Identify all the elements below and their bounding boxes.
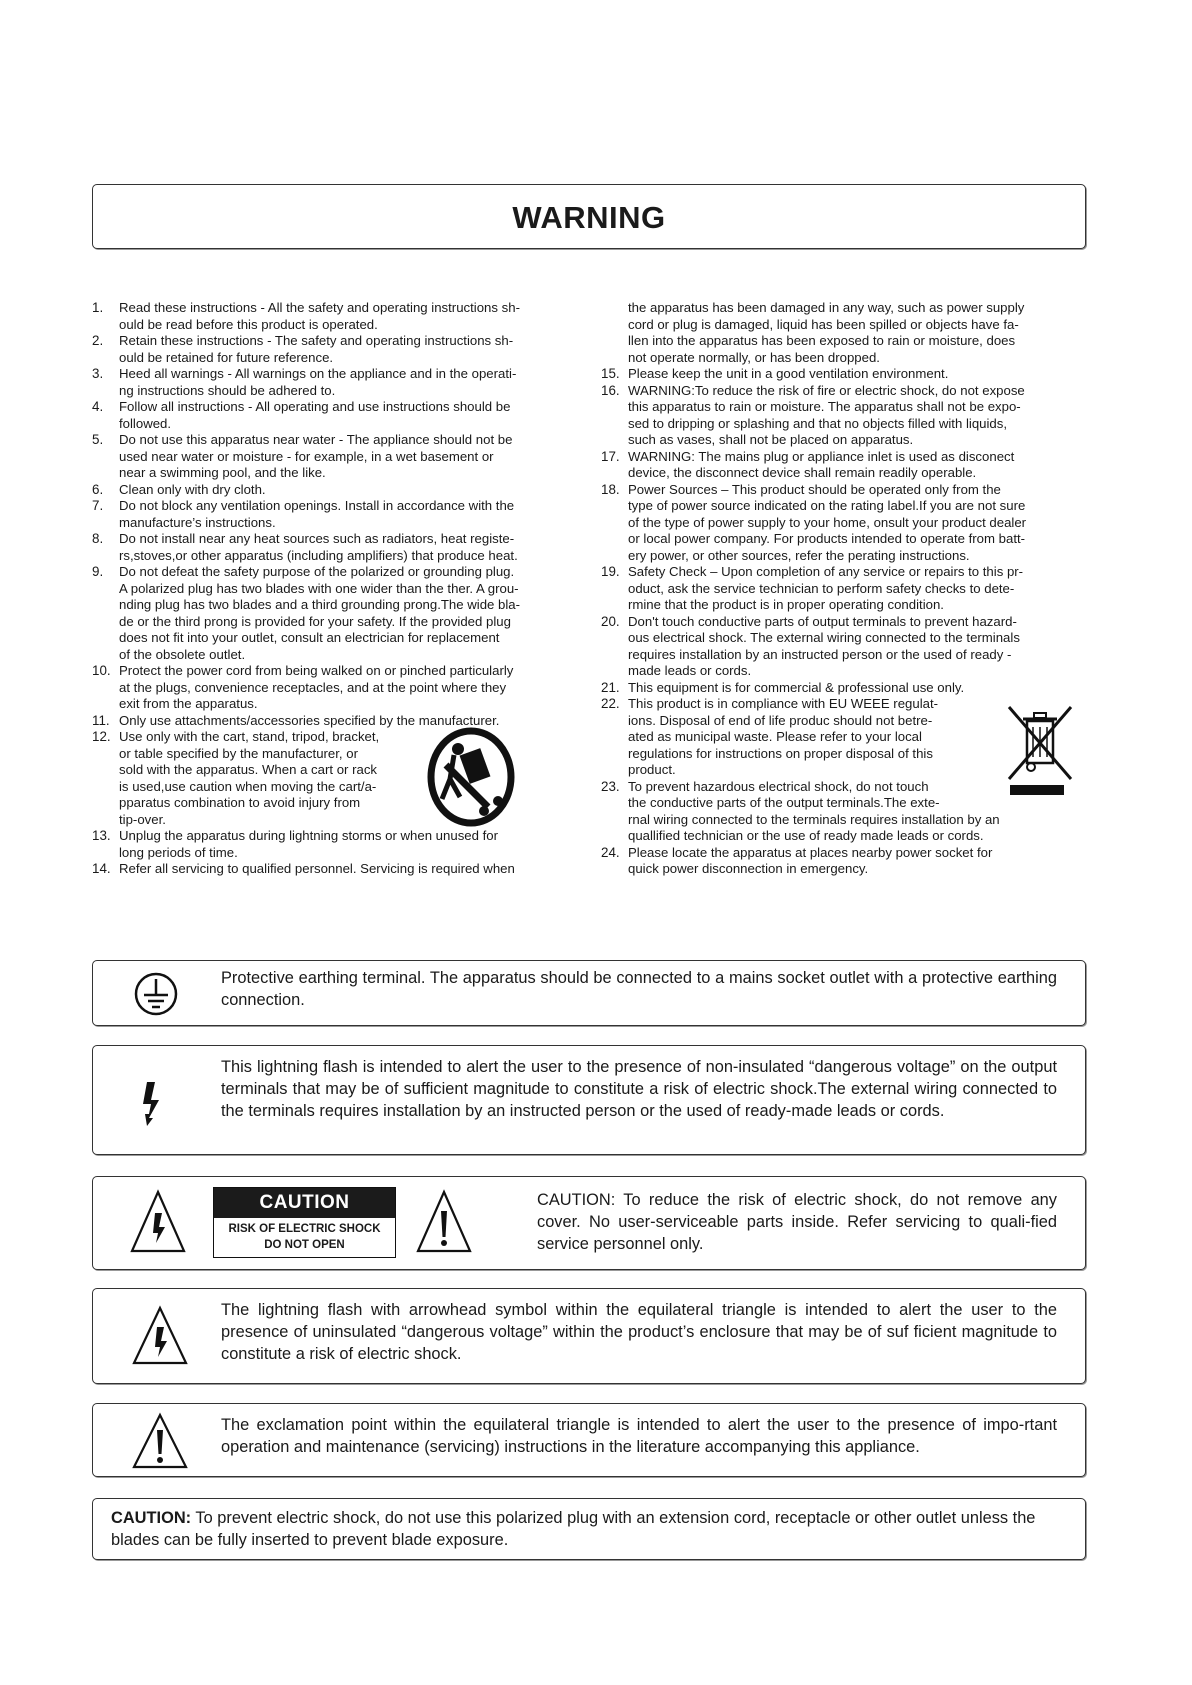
earthing-notice [92,960,1086,1026]
instruction-line: followed. [119,415,172,431]
instruction-line: To prevent hazardous electrical shock, do not touch [628,778,929,794]
instruction-line: quick power disconnection in emergency. [628,861,869,876]
instruction-line: ery power, or other sources, refer the perating instructions. [628,547,970,563]
exclamation-triangle-icon [131,1412,189,1470]
lightning-bolt-icon [141,1082,163,1126]
instruction-number: 22. [601,696,620,711]
instruction-line: rnal wiring connected to the terminals requires installation by an [628,811,1000,827]
instruction-item [92,366,570,399]
caution-label-sub [214,1218,395,1253]
instruction-line: this apparatus to rain or moisture. The apparatus shall not be expo- [628,399,1021,414]
caution-notice [92,1176,1086,1270]
instruction-item [92,399,570,432]
instruction-line: ions. Disposal of end of life produc should not betre- [628,712,933,728]
instruction-line: ng instructions should be adhered to. [119,382,336,398]
instruction-item [92,564,570,663]
instruction-text [119,531,570,564]
instruction-item [92,531,570,564]
instruction-number: 15. [601,366,620,381]
instruction-line: Only use attachments/accessories specified by the manufacturer. [119,712,500,728]
instruction-line: made leads or cords. [628,663,752,678]
caution-label [213,1187,396,1258]
instruction-line: Do not install near any heat sources such as radiators, heat registe- [119,531,515,546]
instruction-number: 4. [92,399,104,414]
instruction-line: WARNING:To reduce the risk of fire or electric shock, do not expose [628,382,1025,398]
instruction-line: Refer all servicing to qualified personnel. Servicing is required when [119,861,515,876]
instruction-number: 18. [601,481,620,497]
instruction-line: Protect the power cord from being walked on or pinched particularly [119,663,514,678]
exclamation-triangle-icon [415,1189,473,1255]
instruction-line: Use only with the cart, stand, tripod, bracket, [119,729,380,744]
instruction-text [119,828,570,861]
instruction-number: 7. [92,498,104,513]
page-title: WARNING [512,200,666,235]
instruction-number: 6. [92,481,104,497]
instruction-item [92,333,570,366]
instruction-number: 9. [92,564,104,579]
instruction-number: 17. [601,448,620,464]
instruction-number: 10. [92,663,111,678]
instruction-item [92,482,570,499]
exclamation-notice [92,1403,1086,1477]
instruction-line: regulations for instructions on proper disposal of this [628,745,933,761]
instruction-item [92,300,570,333]
instruction-line: llen into the apparatus has been exposed to rain or moisture, does [628,333,1016,348]
instruction-item [601,383,1086,449]
instruction-text [628,614,1086,680]
instruction-number: 12. [92,729,111,744]
instruction-text [119,564,570,663]
caution-label-head: CAUTION [214,1188,395,1218]
instruction-number: 13. [92,828,111,843]
polarized-plug-caution [92,1498,1086,1560]
instruction-line: Heed all warnings - All warnings on the appliance and in the operati- [119,366,517,381]
instruction-item [601,614,1086,680]
instruction-line: not operate normally, or has been dropped. [628,349,880,365]
instruction-line: Clean only with dry cloth. [119,481,266,497]
earth-ground-icon [133,971,179,1017]
instruction-line: used near water or moisture - for example, in a wet basement or [119,448,494,464]
instruction-14-continuation [601,300,1086,366]
caution-text: CAUTION: To reduce the risk of electric shock, do not remove any cover. No user-serviceable parts inside. Refer servicing to quali-fied service personnel only. [537,1191,1057,1253]
instruction-item [601,845,1086,878]
lightning-notice [92,1045,1086,1155]
lightning-triangle-icon [131,1305,189,1367]
instruction-item [92,861,570,878]
instruction-line: Unplug the apparatus during lightning storms or when unused for [119,828,499,843]
instruction-number: 1. [92,300,104,315]
instruction-text [119,399,570,432]
instruction-text [119,300,570,333]
instruction-number: 19. [601,564,620,579]
instruction-line: of the obsolete outlet. [119,646,246,662]
instruction-line: long periods of time. [119,844,238,860]
instruction-line: This equipment is for commercial & professional use only. [628,679,965,695]
instruction-line: manufacture’s instructions. [119,514,276,530]
instruction-line: WARNING: The mains plug or appliance inlet is used as disconect [628,448,1015,464]
instruction-line: the conductive parts of the output terminals.The exte- [628,795,940,810]
instruction-line: exit from the apparatus. [119,696,258,711]
instruction-line: tip-over. [119,811,166,827]
instruction-line: requires installation by an instructed person or the used of ready - [628,646,1012,662]
weee-bar [1010,785,1064,795]
instruction-line: sed to dripping or splashing and that no objects filled with liquids, [628,415,1008,431]
instruction-line: ated as municipal waste. Please refer to your local [628,729,922,744]
instruction-line: ous electrical shock. The external wiring connected to the terminals [628,630,1020,645]
lightning-text: This lightning flash is intended to alert the user to the presence of non-insulated “dangerous voltage” on the output terminals that may be of sufficient magnitude to constitute a risk of electric shock.The external wiring connected to the terminals requires installation by an instructed person or the used of ready-made leads or cords. [221,1058,1057,1120]
bottom-caution-text [111,1507,1055,1551]
instruction-item [601,680,1086,697]
instruction-text [119,498,570,531]
instruction-line: Do not defeat the safety purpose of the polarized or grounding plug. [119,564,515,579]
instruction-line: rmine that the product is in proper operating condition. [628,597,944,612]
cart-tipover-icon [426,727,516,827]
instruction-line: ould be read before this product is operated. [119,316,378,332]
instruction-line: nding plug has two blades and a third grounding prong.The wide bla- [119,597,521,612]
instruction-number: 21. [601,679,620,695]
caution-label-line2: DO NOT OPEN [264,1239,345,1251]
instruction-text [119,861,570,878]
instruction-text [628,845,1086,878]
instruction-line: Retain these instructions - The safety and operating instructions sh- [119,333,514,348]
lightning-triangle-notice [92,1288,1086,1384]
instruction-line: quallified technician or the use of ready made leads or cords. [628,828,984,843]
instruction-line: A polarized plug has two blades with one wider than the ther. A grou- [119,580,519,596]
instruction-line: oduct, ask the service technician to perform safety checks to dete- [628,580,1015,596]
instruction-line: sold with the apparatus. When a cart or rack [119,762,378,777]
instruction-line: pparatus combination to avoid injury from [119,795,361,810]
instruction-line: does not fit into your outlet, consult an electrician for replacement [119,630,500,645]
instruction-line: product. [628,762,676,777]
instruction-text [628,383,1086,449]
instruction-line: Follow all instructions - All operating and use instructions should be [119,399,511,414]
instruction-line: Safety Check – Upon completion of any service or repairs to this pr- [628,564,1024,579]
instruction-number: 23. [601,778,620,794]
instruction-line: Do not use this apparatus near water - The appliance should not be [119,432,513,447]
instruction-text [119,482,570,499]
instruction-line: This product is in compliance with EU WEEE regulat- [628,696,939,711]
instruction-line: of the type of power supply to your home, onsult your product dealer [628,514,1027,530]
instruction-line: device, the disconnect device shall remain readily operable. [628,465,977,480]
instruction-line: ould be retained for future reference. [119,349,334,365]
instruction-item [601,366,1086,383]
instruction-line: near a swimming pool, and the like. [119,465,326,480]
caution-label-line1: RISK OF ELECTRIC SHOCK [228,1223,381,1235]
instruction-line: or local power company. For products intended to operate from batt- [628,531,1026,546]
instruction-line: or table specified by the manufacturer, or [119,745,358,761]
warning-header [92,184,1086,249]
instruction-number: 20. [601,613,620,629]
instruction-text [119,333,570,366]
instruction-line: such as vases, shall not be placed on apparatus. [628,432,914,447]
instruction-number: 24. [601,844,620,860]
instruction-line: Power Sources – This product should be operated only from the [628,481,1001,497]
instruction-number: 16. [601,382,620,398]
exclamation-text: The exclamation point within the equilateral triangle is intended to alert the user to the presence of impo-rtant operation and maintenance (servicing) instructions in the literature accompanying this appliance. [221,1416,1057,1456]
instruction-text [119,663,570,713]
instruction-text [628,564,1086,614]
instruction-item [92,432,570,482]
instruction-number: 8. [92,531,104,546]
instruction-line: Please locate the apparatus at places nearby power socket for [628,844,993,860]
bottom-caution-body: To prevent electric shock, do not use this polarized plug with an extension cord, receptacle or other outlet unless the blades can be fully inserted to prevent blade exposure. [111,1509,1036,1549]
instruction-number: 14. [92,861,111,876]
instruction-item [601,482,1086,565]
instruction-line: is used,use caution when moving the cart/a- [119,778,377,794]
instruction-text [628,366,1086,383]
instruction-item [92,663,570,713]
instruction-line: Read these instructions - All the safety and operating instructions sh- [119,300,520,315]
instruction-text [628,482,1086,565]
instruction-item [92,498,570,531]
earthing-text: Protective earthing terminal. The apparatus should be connected to a mains socket outlet with a protective earthing connection. [221,969,1057,1009]
instruction-line: Do not block any ventilation openings. Install in accordance with the [119,498,515,513]
instruction-item [92,828,570,861]
instruction-line: rs,stoves,or other apparatus (including amplifiers) that produce heat. [119,547,518,563]
instruction-number: 5. [92,432,104,447]
instruction-number: 11. [92,712,110,728]
instruction-line: de or the third prong is provided for your safety. If the provided plug [119,613,511,629]
instruction-line: the apparatus has been damaged in any way, such as power supply [628,300,1025,315]
instruction-line: type of power source indicated on the rating label.If you are not sure [628,498,1026,513]
instruction-text [628,449,1086,482]
instruction-line: at the plugs, convenience receptacles, and at the point where they [119,679,507,695]
weee-bin-icon [1005,703,1075,783]
lightning-triangle-icon [129,1189,187,1255]
instruction-line: Please keep the unit in a good ventilation environment. [628,366,949,381]
instruction-text [119,432,570,482]
instruction-text [628,680,1086,697]
instruction-line: Don't touch conductive parts of output terminals to prevent hazard- [628,613,1017,629]
lightning-triangle-text: The lightning flash with arrowhead symbol within the equilateral triangle is intended to alert the user to the presence of uninsulated “dangerous voltage” within the product’s enclosure that may be of suf ficient magnitude to constitute a risk of electric shock. [221,1301,1057,1363]
bottom-caution-label: CAUTION: [111,1509,192,1527]
instruction-item [601,564,1086,614]
instruction-item [601,449,1086,482]
instruction-number: 3. [92,366,104,381]
instruction-number: 2. [92,333,104,348]
instruction-text [119,366,570,399]
instruction-line: cord or plug is damaged, liquid has been spilled or objects have fa- [628,316,1019,332]
